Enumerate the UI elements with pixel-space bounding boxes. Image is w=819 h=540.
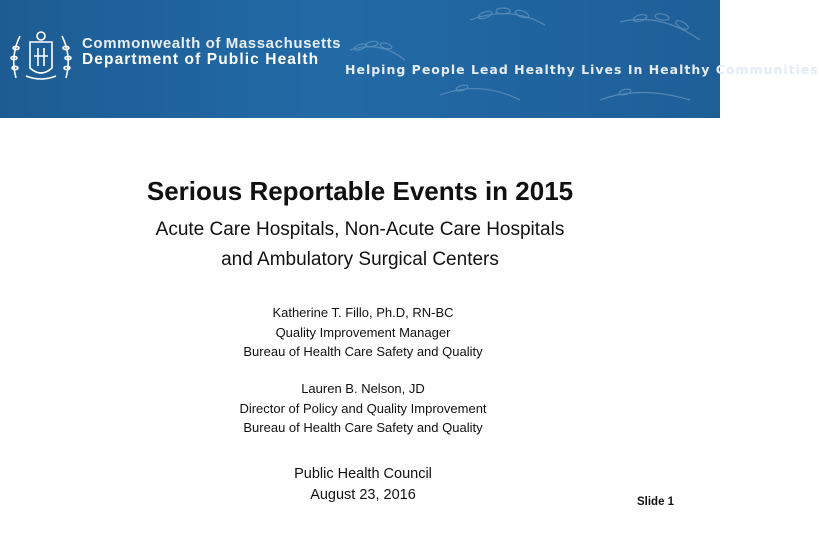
author-role: Quality Improvement Manager [275, 324, 451, 340]
author-department: Bureau of Health Care Safety and Quality [243, 344, 483, 359]
presentation-venue [0, 464, 726, 506]
author-department: Bureau of Health Care Safety and Quality [243, 420, 483, 435]
council-name: Public Health Council [294, 466, 432, 482]
author-block-1 [0, 303, 726, 362]
author-role: Director of Policy and Quality Improvement [239, 400, 487, 416]
author-block-2 [0, 379, 726, 438]
slide-title: Serious Reportable Events in 2015 [146, 176, 574, 206]
tagline: Helping People Lead Healthy Lives In Healthy Communities [345, 62, 819, 77]
presentation-date: August 23, 2016 [310, 487, 416, 503]
slide-subtitle-line1: Acute Care Hospitals, Non-Acute Care Hospitals [155, 219, 565, 240]
slide-subtitle-line2: and Ambulatory Surgical Centers [221, 249, 499, 270]
org-name-line2: Department of Public Health [82, 51, 320, 68]
slide-number: Slide 1 [637, 496, 675, 508]
header-banner [0, 0, 819, 118]
state-seal-logo [8, 28, 74, 84]
org-name-line1: Commonwealth of Massachusetts [82, 35, 342, 52]
author-name: Katherine T. Fillo, Ph.D, RN-BC [272, 305, 454, 320]
author-name: Lauren B. Nelson, JD [301, 381, 425, 396]
